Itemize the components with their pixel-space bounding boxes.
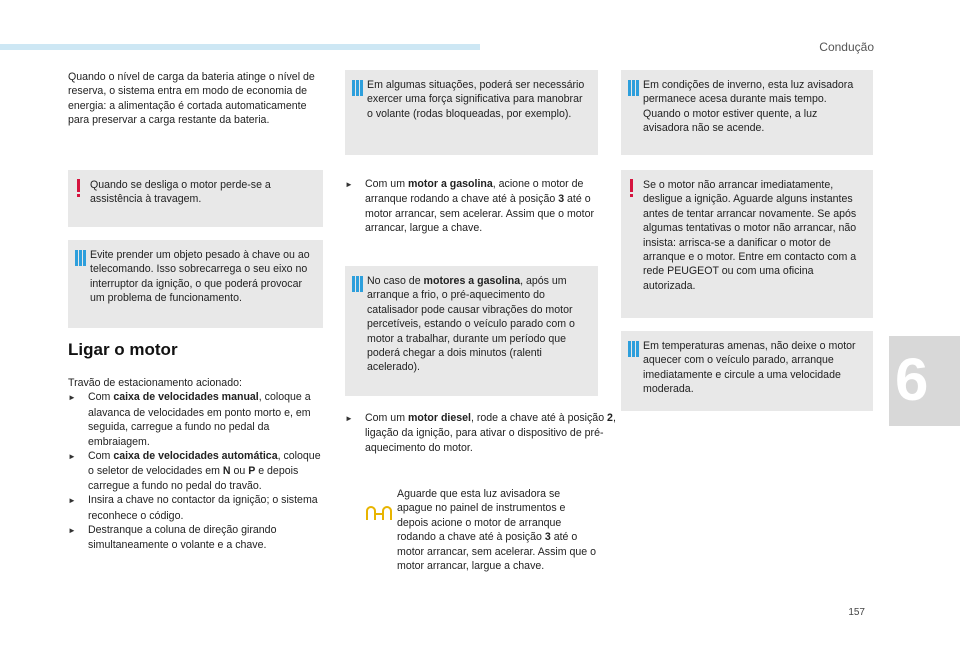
list-item-diesel: ► Com um motor diesel, rode a chave até à posição 2, ligação da ignição, para ativar o dispositivo de pré-aquecimento do motor. (345, 412, 616, 454)
info-box-catalyst (345, 266, 598, 396)
arrow-bullet-icon: ► (68, 393, 76, 403)
info-box-winter (621, 70, 873, 155)
warning-mark-icon (77, 179, 80, 192)
list-item: ► Destranque a coluna de direção girando simultaneamente o volante e a chave. (68, 524, 277, 552)
info-text: Em temperaturas amenas, não deixe o motor aquecer com o veículo parado, arranque imediatamente e circule a uma velocidade moderada. (643, 340, 856, 396)
arrow-bullet-icon: ► (68, 452, 76, 462)
warning-box-brake (68, 170, 323, 227)
list-item: ► Insira a chave no contactor da ignição; o sistema reconhece o código. (68, 494, 318, 522)
info-box-key (68, 240, 323, 328)
chapter-number: 6 (895, 346, 929, 413)
info-text: Evite prender um objeto pesado à chave ou ao telecomando. Isso sobrecarrega o seu eixo no interruptor da ignição, o que poderá provocar um problema de funcionamento. (90, 249, 310, 305)
info-box-steering (345, 70, 598, 155)
chapter-tab (889, 336, 960, 426)
warning-mark-icon (630, 179, 633, 192)
start-instructions (68, 376, 326, 553)
warning-text: Quando se desliga o motor perde-se a assistência à travagem. (90, 179, 271, 206)
section-header: Condução (819, 40, 874, 54)
page-number: 157 (848, 607, 865, 618)
glow-plug-text: Aguarde que esta luz avisadora se apague no painel de instrumentos e depois acione o motor de arranque rodando a chave até à posição 3 até o motor arrancar, sem acelerar. Assim que o motor arrancar, largue a chave. (397, 488, 597, 573)
info-box-mild-temp (621, 331, 873, 411)
info-text: Em algumas situações, poderá ser necessário exercer uma força significativa para manobrar o volante (rodas bloqueadas, por exemplo). (367, 79, 585, 120)
glow-plug-warning-icon (365, 503, 393, 521)
info-text: Em condições de inverno, esta luz avisadora permanece acesa durante mais tempo. Quando o motor estiver quente, a luz avisadora não se acende. (643, 79, 854, 135)
arrow-bullet-icon: ► (68, 526, 76, 536)
arrow-bullet-icon: ► (345, 180, 353, 189)
warning-box-no-start (621, 170, 873, 318)
arrow-bullet-icon: ► (345, 414, 353, 423)
info-text: No caso de motores a gasolina, após um arranque a frio, o pré-aquecimento do catalisador pode causar vibrações do motor percetíveis, estando o veículo parado com o motor a trabalhar, durante um período que poderá chegar a dois minutos (ralenti acelerado). (367, 275, 575, 374)
info-mark-icon (352, 276, 363, 292)
info-mark-icon (352, 80, 363, 96)
list-item: ► Com caixa de velocidades manual, coloque a alavanca de velocidades em ponto morto e, em seguida, carregue a fundo no pedal da embraiagem. (68, 391, 311, 448)
start-lead: Travão de estacionamento acionado: (68, 377, 242, 389)
warning-text: Se o motor não arrancar imediatamente, desligue a ignição. Aguarde alguns instantes antes de tentar arrancar novamente. Se após algumas tentativas o motor não arrancar, não insista: arrisca-se a danificar o motor de arranque e o motor. Entre em contacto com a rede PEUGEOT ou com uma oficina autorizada. (643, 179, 857, 292)
list-item: ► Com caixa de velocidades automática, coloque o seletor de velocidades em N ou P e depois carregue a fundo no pedal do travão. (68, 450, 321, 492)
info-mark-icon (628, 341, 639, 357)
header-accent-bar (0, 44, 480, 50)
info-mark-icon (75, 250, 86, 266)
list-item-petrol: ► Com um motor a gasolina, acione o motor de arranque rodando a chave até à posição 3 até o motor arrancar, sem acelerar. Assim que o motor arrancar, largue a chave. (345, 178, 595, 235)
arrow-bullet-icon: ► (68, 496, 76, 506)
info-mark-icon (628, 80, 639, 96)
intro-paragraph: Quando o nível de carga da bateria atinge o nível de reserva, o sistema entra em modo de economia de energia: a alimentação é cortada automaticamente para preservar a carga restante da bateria. (68, 71, 315, 127)
section-title: Ligar o motor (68, 340, 178, 359)
